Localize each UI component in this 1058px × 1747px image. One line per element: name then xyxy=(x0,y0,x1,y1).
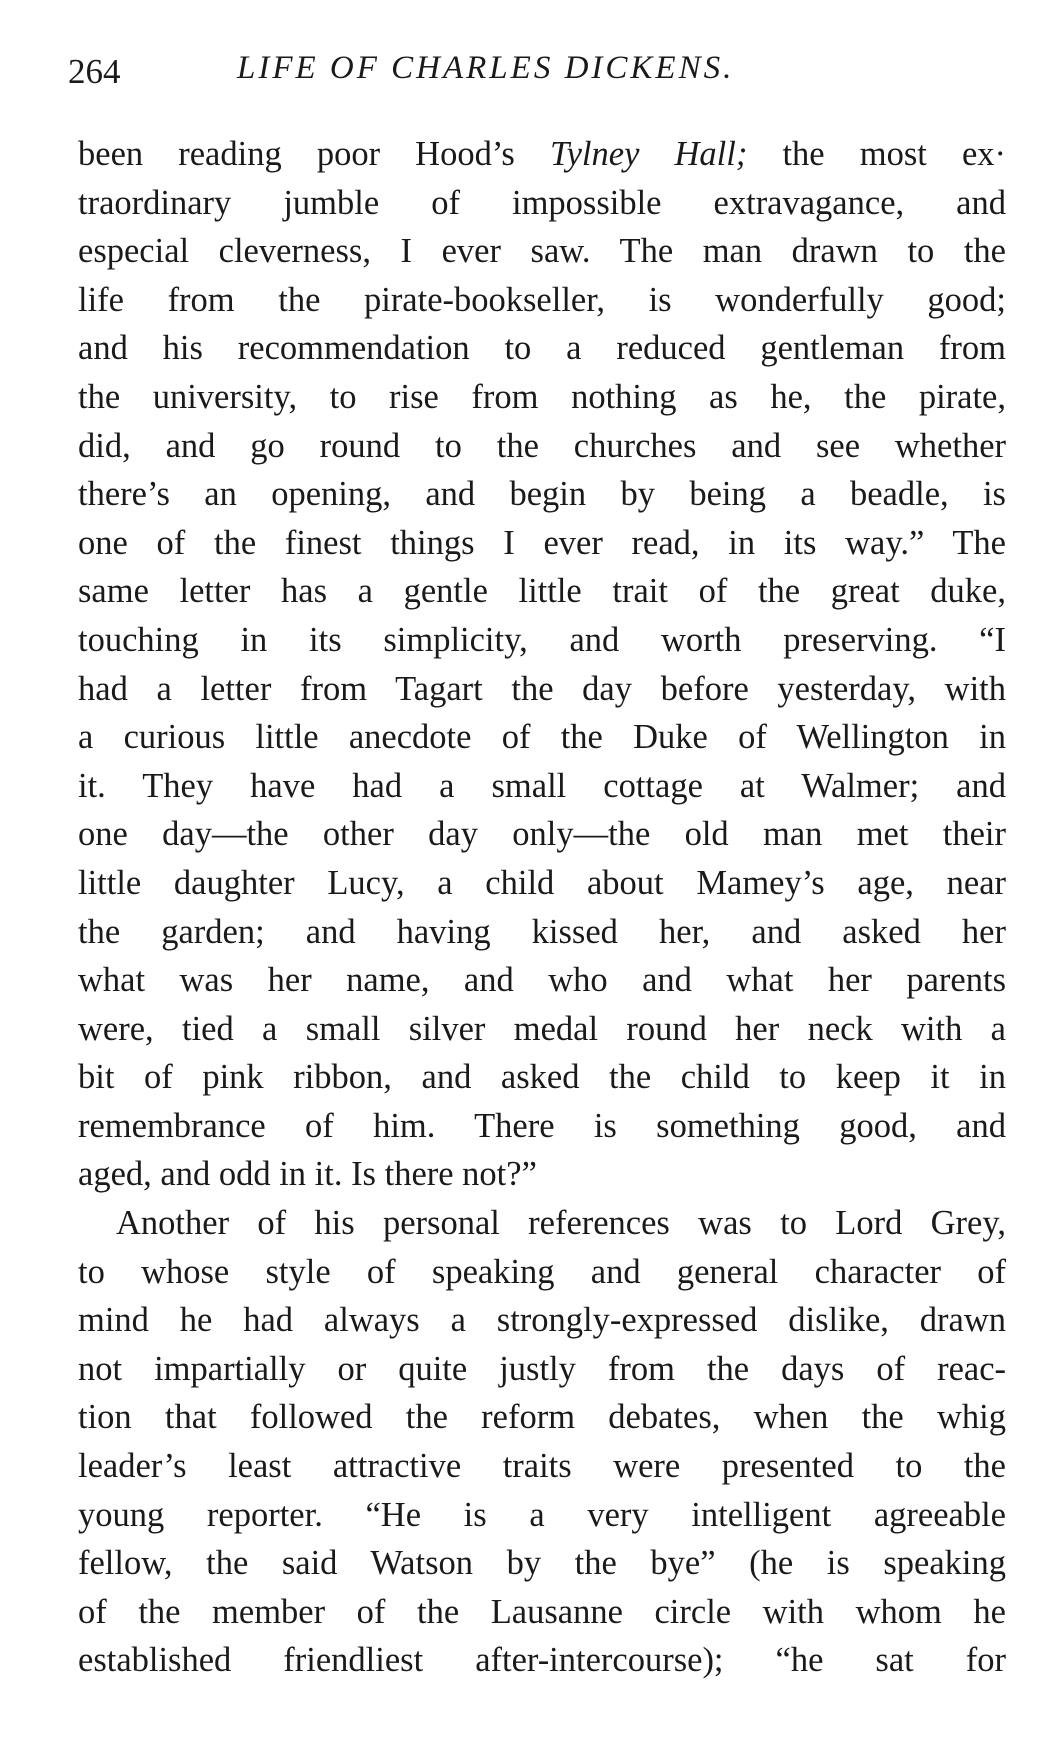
page-number: 264 xyxy=(68,52,121,91)
text-line: established friendliest after-intercourse); “he sat for xyxy=(78,1641,1006,1680)
text-line: there’s an opening, and begin by being a beadle, is xyxy=(78,475,1006,514)
text-line: tion that followed the reform debates, when the whig xyxy=(78,1398,1006,1437)
text-line: a curious little anecdote of the Duke of Wellington in xyxy=(78,718,1006,757)
text-line: touching in its simplicity, and worth preserving. “I xyxy=(78,620,1006,659)
text-line: the university, to rise from nothing as he, the pirate, xyxy=(78,377,1006,416)
text-line: were, tied a small silver medal round her neck with a xyxy=(78,1009,1006,1048)
book-title-italic: Tylney Hall; xyxy=(549,135,748,173)
text-line: did, and go round to the churches and see whether xyxy=(78,426,1006,465)
text-line: little daughter Lucy, a child about Mamey’s age, near xyxy=(78,863,1006,902)
running-title: LIFE OF CHARLES DICKENS. xyxy=(237,50,735,86)
text-line: leader’s least attractive traits were presented to the xyxy=(78,1447,1006,1486)
text-line: not impartially or quite justly from the days of reac- xyxy=(78,1349,1006,1388)
text-line: same letter has a gentle little trait of the great duke, xyxy=(78,572,1006,611)
paragraph-end-line: aged, and odd in it. Is there not?” xyxy=(78,1155,537,1194)
text-line: and his recommendation to a reduced gentleman from xyxy=(78,329,1006,368)
text-line: it. They have had a small cottage at Walmer; and xyxy=(78,766,1006,805)
text-line: fellow, the said Watson by the bye” (he is speaking xyxy=(78,1544,1006,1583)
text-line: the garden; and having kissed her, and asked her xyxy=(78,912,1006,951)
text-line: one day—the other day only—the old man met their xyxy=(78,815,1006,854)
text-line: young reporter. “He is a very intelligent agreeable xyxy=(78,1495,1006,1534)
text-line: had a letter from Tagart the day before yesterday, with xyxy=(78,669,1006,708)
text-line: bit of pink ribbon, and asked the child to keep it in xyxy=(78,1058,1006,1097)
text-line: one of the finest things I ever read, in its way.” The xyxy=(78,523,1006,562)
text-line: to whose style of speaking and general character of xyxy=(78,1252,1006,1291)
text-line: what was her name, and who and what her parents xyxy=(78,961,1006,1000)
body-text xyxy=(78,130,1006,1685)
text-line xyxy=(78,130,1006,179)
text-run: the most ex· xyxy=(747,135,1007,173)
text-line: traordinary jumble of impossible extravagance, and xyxy=(78,183,1006,222)
text-line: life from the pirate-bookseller, is wonderfully good; xyxy=(78,280,1006,319)
paragraph-start-line: Another of his personal references was to Lord Grey, xyxy=(116,1204,1006,1243)
text-line: especial cleverness, I ever saw. The man drawn to the xyxy=(78,232,1006,271)
text-line: mind he had always a strongly-expressed dislike, drawn xyxy=(78,1301,1006,1340)
text-run: been reading poor Hood’s xyxy=(78,135,550,173)
text-line: of the member of the Lausanne circle with whom he xyxy=(78,1592,1006,1631)
text-line: remembrance of him. There is something good, and xyxy=(78,1106,1006,1145)
running-head xyxy=(68,50,1013,100)
